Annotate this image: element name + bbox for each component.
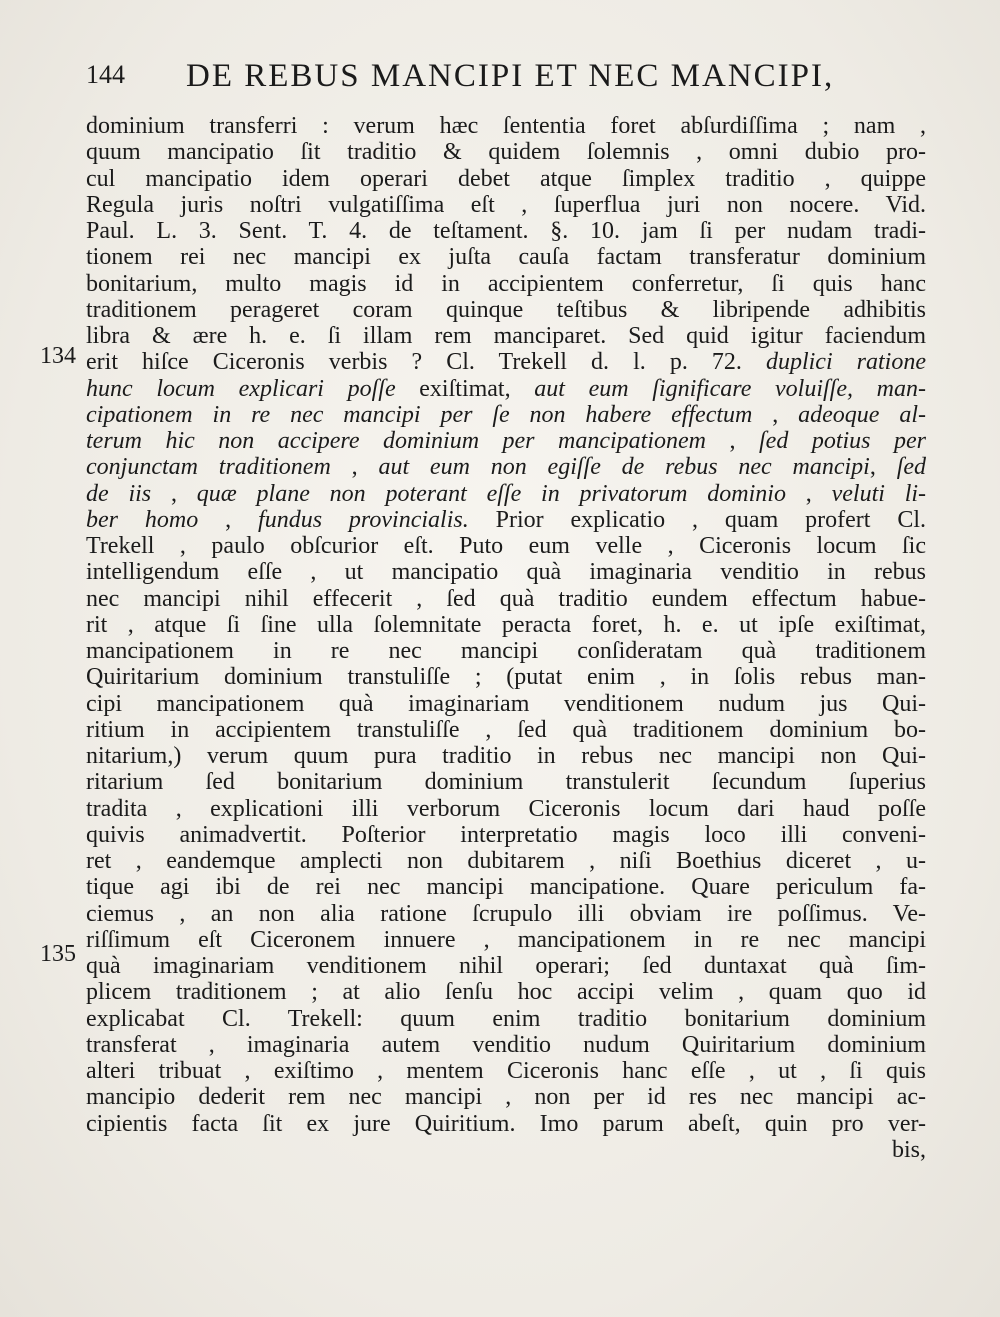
text-line: [86, 481, 926, 507]
text-line: [86, 402, 926, 428]
text-segment: Prior explicatio , quam profert Cl.: [468, 506, 927, 533]
text-line: [86, 1084, 926, 1110]
text-line: [86, 743, 926, 769]
text-line: [86, 1111, 926, 1137]
italic-text-segment: adeoque al-: [798, 401, 927, 428]
text-line: [86, 192, 926, 218]
text-segment: libra & ære h. e. ſi illam rem manciparet. Sed quid igitur faciendum: [86, 323, 926, 349]
text-segment: ,: [869, 454, 897, 481]
text-segment: ,: [752, 401, 799, 428]
text-segment: ,: [151, 480, 197, 507]
italic-text-segment: duplici ratione: [765, 349, 926, 376]
italic-text-segment: terum hic non accipere dominium per mancipationem: [86, 428, 706, 454]
margin-note-135: 135: [40, 941, 76, 967]
text-line: [86, 139, 926, 165]
body-text: [86, 113, 926, 1163]
italic-text-segment: conjunctam traditionem: [86, 454, 331, 481]
text-segment: ret , eandemque amplecti non dubitarem , niſi Boethius diceret , u-: [86, 848, 926, 874]
text-line: [86, 376, 926, 402]
margin-note-134: 134: [40, 343, 76, 369]
text-line: [86, 244, 926, 270]
italic-text-segment: veluti li-: [831, 480, 927, 507]
text-segment: Trekell , paulo obſcurior eſt. Puto eum velle , Ciceronis locum ſic: [86, 533, 926, 559]
italic-text-segment: aut eum non egiſſe de rebus nec mancipi: [378, 454, 870, 481]
text-line: [86, 218, 926, 244]
text-segment: erit hiſce Ciceronis verbis ? Cl. Trekell d. l. p. 72.: [86, 349, 766, 376]
text-segment: tradita , explicationi illi verborum Ciceronis locum dari haud poſſe: [86, 795, 926, 822]
text-segment: traditionem perageret coram quinque teſtibus & libripende adhibitis: [86, 296, 926, 323]
italic-text-segment: ber homo: [86, 506, 199, 533]
text-segment: transferat , imaginaria autem venditio nudum Quiritarium dominium: [86, 1031, 926, 1058]
text-line: [86, 1032, 926, 1058]
text-segment: ,: [198, 506, 259, 533]
text-line: [86, 927, 926, 953]
text-line: [86, 507, 926, 533]
running-title: DE REBUS MANCIPI ET NEC MANCIPI,: [186, 58, 835, 94]
text-line: [86, 323, 926, 349]
text-line: [86, 691, 926, 717]
text-segment: quivis animadvertit. Poſterior interpretatio magis loco illi conveni-: [86, 821, 926, 848]
text-segment: bis,: [891, 1136, 926, 1163]
text-segment: riſſimum eſt Ciceronem innuere , mancipationem in re nec mancipi: [86, 926, 926, 953]
text-line: [86, 638, 926, 664]
text-line: [86, 454, 926, 480]
text-segment: Regula juris noſtri vulgatiſſima eſt , ſuperflua juri non nocere. Vid.: [86, 191, 926, 218]
text-segment: dominium transferri : verum hæc ſententia foret abſurdiſſima ; nam ,: [86, 113, 926, 139]
text-segment: ,: [330, 454, 379, 481]
text-line: [86, 1006, 926, 1032]
text-segment: quà imaginariam venditionem nihil operari; ſed duntaxat quà ſim-: [86, 953, 926, 979]
text-line: [86, 533, 926, 559]
text-segment: Paul. L. 3. Sent. T. 4. de teſtament. §. 10. jam ſi per nudam tradi-: [86, 218, 926, 244]
text-segment: tionem rei nec mancipi ex juſta cauſa factam transferatur dominium: [86, 244, 926, 271]
text-segment: explicabat Cl. Trekell: quum enim traditio bonitarium dominium: [86, 1005, 926, 1032]
text-line: [86, 901, 926, 927]
text-line: [86, 559, 926, 585]
italic-text-segment: quæ plane non poterant eſſe in privatorum dominio: [196, 480, 786, 507]
text-segment: rit , atque ſi ſine ulla ſolemnitate peracta foret, h. e. ut ipſe exiſtimat,: [86, 611, 926, 638]
italic-text-segment: ſed potius per: [759, 428, 926, 454]
text-line: [86, 769, 926, 795]
text-line: [86, 979, 926, 1005]
text-line: [86, 796, 926, 822]
text-segment: tique agi ibi de rei nec mancipi mancipatione. Quare periculum fa-: [86, 874, 926, 901]
text-line: [86, 848, 926, 874]
text-line: [86, 428, 926, 454]
italic-text-segment: aut eum ſignificare voluiſſe, man-: [534, 375, 926, 402]
italic-text-segment: fundus provincialis.: [258, 506, 469, 533]
page-number: 144: [86, 60, 125, 89]
italic-text-segment: ſed: [896, 454, 927, 481]
text-line: [86, 612, 926, 638]
text-segment: alteri tribuat , exiſtimo , mentem Ciceronis hanc eſſe , ut , ſi quis: [86, 1058, 926, 1084]
text-line: [86, 664, 926, 690]
text-line: [86, 1137, 926, 1163]
text-segment: bonitarium, multo magis id in accipientem conferretur, ſi quis hanc: [86, 270, 926, 297]
text-segment: cipi mancipationem quà imaginariam venditionem nudum jus Qui-: [86, 690, 926, 717]
text-line: [86, 822, 926, 848]
text-line: [86, 297, 926, 323]
text-line: [86, 953, 926, 979]
text-line: [86, 1058, 926, 1084]
text-segment: ,: [706, 428, 759, 454]
text-line: [86, 349, 926, 375]
text-line: [86, 113, 926, 139]
text-segment: ritium in accipientem transtuliſſe , ſed quà traditionem dominium bo-: [86, 716, 926, 743]
text-line: [86, 874, 926, 900]
text-segment: nitarium,) verum quum pura traditio in rebus nec mancipi non Qui-: [86, 743, 926, 769]
text-segment: quum mancipatio ſit traditio & quidem ſolemnis , omni dubio pro-: [86, 139, 926, 166]
text-segment: Quiritarium dominium transtuliſſe ; (putat enim , in ſolis rebus man-: [86, 664, 926, 691]
text-segment: ciemus , an non alia ratione ſcrupulo illi obviam ire poſſimus. Ve-: [86, 900, 926, 927]
text-segment: exiſtimat,: [395, 375, 535, 402]
text-segment: cipientis facta ſit ex jure Quiritium. Imo parum abeſt, quin pro ver-: [86, 1110, 926, 1137]
text-segment: nec mancipi nihil effecerit , ſed quà traditio eundem effectum habue-: [86, 585, 926, 612]
text-segment: ,: [785, 480, 832, 507]
text-line: [86, 586, 926, 612]
text-segment: cul mancipatio idem operari debet atque ſimplex traditio , quippe: [86, 165, 926, 192]
page-header: [86, 58, 926, 98]
text-segment: mancipio dederit rem nec mancipi , non per id res nec mancipi ac-: [86, 1084, 926, 1111]
text-segment: ritarium ſed bonitarium dominium transtulerit ſecundum ſuperius: [86, 769, 926, 796]
text-line: [86, 271, 926, 297]
text-segment: mancipationem in re nec mancipi conſideratam quà traditionem: [86, 638, 926, 664]
text-segment: intelligendum eſſe , ut mancipatio quà imaginaria venditio in rebus: [86, 559, 926, 586]
italic-text-segment: hunc locum explicari poſſe: [86, 375, 396, 402]
text-line: [86, 717, 926, 743]
italic-text-segment: cipationem in re nec mancipi per ſe non habere effectum: [86, 401, 753, 428]
text-segment: plicem traditionem ; at alio ſenſu hoc accipi velim , quam quo id: [86, 979, 926, 1006]
italic-text-segment: de iis: [86, 480, 152, 507]
text-line: [86, 166, 926, 192]
